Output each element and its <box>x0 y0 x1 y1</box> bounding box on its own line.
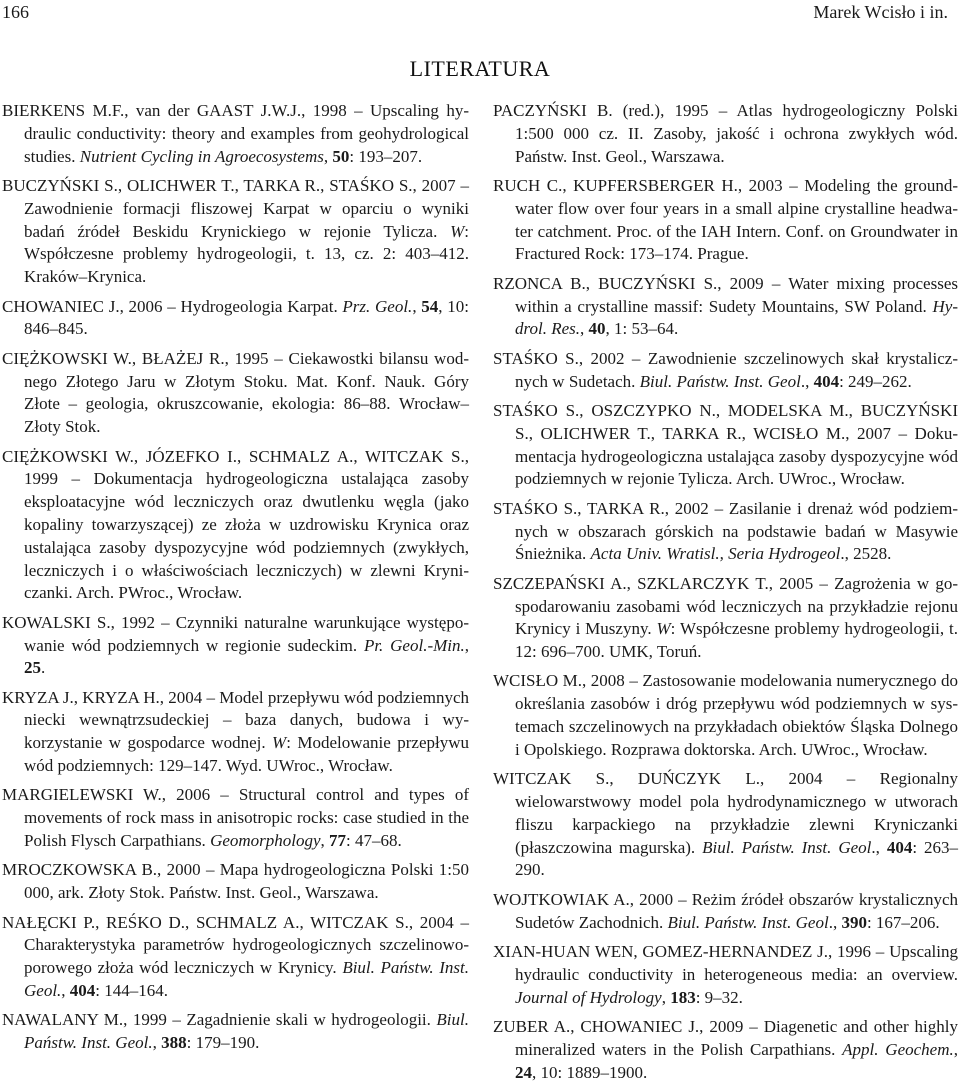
reference-text: Biul. Państw. Inst. Geol <box>639 371 801 391</box>
reference-text: 25 <box>24 658 41 678</box>
reference-text: ZUBER A., CHOWANIEC J., 2009 – Diagenetic and other highly mineralized waters in the Polish Carpathians. <box>493 1017 958 1059</box>
reference-text: 404 <box>813 371 840 391</box>
reference-text: MROCZKOWSKA B., 2000 – Mapa hydrogeologiczna Polski 1:50 000, ark. Złoty Stok. Państw. Inst. Geol., Warszawa. <box>2 860 469 903</box>
reference-text: BUCZYŃSKI S., OLICHWER T., TARKA R., STAŚKO S., 2007 – Zawodnienie formacji fliszowej Karpat w oparciu o wyniki badań źródeł Beskidu Krynickiego w rejonie Tylicza. <box>2 175 469 241</box>
reference-entry <box>493 573 958 664</box>
reference-text: 24 <box>515 1062 532 1082</box>
reference-entry <box>493 768 958 882</box>
page-number: 166 <box>2 2 29 22</box>
reference-entry <box>2 296 469 342</box>
running-head: Marek Wcisło i in. <box>813 2 948 22</box>
reference-text: , <box>152 1033 162 1053</box>
reference-text: , 10: 846–845. <box>24 296 469 339</box>
reference-text: XIAN-HUAN WEN, GOMEZ-HERNANDEZ J., 1996 – Upscaling hydraulic conductivity in heterogeneous media: an overview. <box>493 942 958 984</box>
reference-text: , <box>61 981 70 1001</box>
reference-text: 77 <box>329 831 347 851</box>
reference-text: : Modelowanie przepływu wód podziemnych: 129–147. Wyd. UWroc., Wrocław. <box>24 733 469 776</box>
reference-text: PACZYŃSKI B. (red.), 1995 – Atlas hydrogeologiczny Polski 1:500 000 cz. II. Zasoby, jakość i ochrona zwykłych wód. Państw. Inst. Geol., Warszawa. <box>493 101 958 166</box>
reference-text: : 263–290. <box>515 837 959 880</box>
reference-text: , <box>320 831 330 851</box>
reference-text: : 47–68. <box>346 831 402 851</box>
reference-entry <box>2 175 469 289</box>
reference-text: : Współczesne problemy hydrogeologii, t. 13, cz. 2: 403–412. Kraków–Krynica. <box>24 221 469 287</box>
reference-text: W <box>656 619 671 639</box>
reference-entry <box>2 100 469 168</box>
reference-text: : 249–262. <box>839 371 912 391</box>
reference-text: 388 <box>161 1033 187 1053</box>
reference-text: , <box>661 987 671 1007</box>
reference-text: , <box>412 296 422 316</box>
reference-entry <box>493 273 958 341</box>
reference-text: KRYZA J., KRYZA H., 2004 – Model przepływu wód podziemnych niecki wewnątrzsudeckiej – baza danych, budowa i wykorzystanie w gospodarce wodnej. <box>2 687 469 753</box>
reference-text: SZCZEPAŃSKI A., SZKLARCZYK T., 2005 – Zagrożenia w gospodarowaniu zasobami wód leczniczych na przykładzie rejonu Krynicy i Muszyny. <box>493 573 958 639</box>
reference-text: NAWALANY M., 1999 – Zagadnienie skali w hydrogeologii. <box>2 1010 437 1030</box>
reference-text: 50 <box>332 146 350 166</box>
reference-text: KOWALSKI S., 1992 – Czynniki naturalne warunkujące występowanie wód podziemnych w regionie sudeckim. <box>2 612 469 655</box>
reference-entry <box>493 400 958 491</box>
reference-text: 404 <box>886 837 913 857</box>
reference-text: MARGIELEWSKI W., 2006 – Structural control and types of movements of rock mass in anisotropic rocks: case studied in the Polish Flysch Carpathians. <box>2 785 469 851</box>
reference-entry <box>2 446 469 606</box>
reference-text: : 179–190. <box>186 1033 260 1053</box>
reference-text: ., <box>871 837 887 857</box>
reference-text: Biul. Państw. Inst. Geol. <box>24 958 469 1001</box>
reference-text: STAŚKO S., 2002 – Zawodnienie szczelinowych skał krystalicznych w Sudetach. <box>493 348 958 391</box>
reference-entry <box>493 941 958 1009</box>
reference-text: Acta Univ. Wratisl., Seria Hydrogeol <box>590 544 841 564</box>
reference-text: W <box>272 733 287 753</box>
reference-text: W <box>450 221 465 241</box>
reference-text: 404 <box>69 981 96 1001</box>
reference-text: : 9–32. <box>695 987 743 1007</box>
reference-text: : 167–206. <box>866 912 940 932</box>
reference-text: , 1: 53–64. <box>605 319 679 339</box>
reference-entry <box>493 670 958 761</box>
reference-text: , <box>464 635 469 655</box>
reference-text: , <box>953 1039 958 1059</box>
reference-text: Biul. Państw. Inst. Geol <box>702 837 872 857</box>
reference-entry <box>493 1016 958 1084</box>
reference-text: NAŁĘCKI P., REŚKO D., SCHMALZ A., WITCZAK S., 2004 – Charakterystyka parametrów hydrogeologicznych szczelinowo-porowego złoża wód leczniczych w Krynicy. <box>2 912 469 978</box>
reference-text: Appl. Geochem. <box>842 1039 954 1059</box>
reference-text: Pr. Geol.-Min. <box>363 635 465 655</box>
reference-text: RUCH C., KUPFERSBERGER H., 2003 – Modeling the groundwater flow over four years in a small alpine crystalline headwater catchment. Proc. of the IAH Intern. Conf. on Groundwater in Fractured Rock: 173–174. Prague. <box>493 175 958 264</box>
reference-text: WCISŁO M., 2008 – Zastosowanie modelowania numerycznego do określania zasobów i dróg przepływu wód podziemnych w systemach szczelinowych na przykładach obiektów Śląska Dolnego i Opolskiego. Rozprawa doktorska. Arch. UWroc., Wrocław. <box>493 671 958 759</box>
reference-text: : 144–164. <box>95 981 169 1001</box>
reference-text: Journal of Hydrology <box>515 987 662 1007</box>
reference-text: WITCZAK S., DUŃCZYK L., 2004 – Regionalny wielowarstwowy model pola hydrodynamicznego w utworach fliszu karpackiego na przykładzie zlewni Kryniczanki (płaszczowina magurska). <box>493 769 958 857</box>
reference-entry <box>2 784 469 852</box>
reference-text: Biul. Państw. Inst. Geol <box>667 912 829 932</box>
reference-text: 40 <box>588 319 606 339</box>
reference-entry <box>493 889 958 935</box>
reference-text: . <box>41 658 46 678</box>
reference-text: ., <box>828 912 842 932</box>
reference-entry <box>2 348 469 439</box>
reference-text: 390 <box>841 912 867 932</box>
page-header <box>0 2 960 26</box>
reference-entry <box>2 687 469 778</box>
reference-entry <box>493 175 958 266</box>
reference-text: , <box>323 146 333 166</box>
reference-text: 183 <box>670 987 696 1007</box>
reference-text: , <box>580 319 589 339</box>
section-title: LITERATURA <box>409 56 551 81</box>
reference-text: STAŚKO S., TARKA R., 2002 – Zasilanie i drenaż wód podziemnych w obszarach górskich na podstawie badań w Masywie Śnieżnika. <box>493 498 958 564</box>
reference-entry <box>493 348 958 394</box>
reference-entry <box>2 912 469 1003</box>
reference-text: BIERKENS M.F., van der GAAST J.W.J., 1998 – Upscaling hydraulic conductivity: theory and examples from geohydrological studies. <box>2 101 469 166</box>
reference-text: CIĘŻKOWSKI W., JÓZEFKO I., SCHMALZ A., WITCZAK S., 1999 – Dokumentacja hydrogeologiczna ustalająca zasoby eksploatacyjne wód leczniczych oraz dwutlenku węgla (jako kopaliny towarzyszącej) ze złoża w uzdrowisku Krynica oraz ustalająca zasoby dyspozycyjne wód podziemnych (zwykłych, leczniczych i o właściwościach leczniczych) w zlewni Kryniczanki. Arch. PWroc., Wrocław. <box>2 446 469 603</box>
reference-text: , 10: 1889–1900. <box>532 1062 648 1082</box>
reference-text: ., 2528. <box>840 544 892 564</box>
reference-text: Biul. Państw. Inst. Geol. <box>24 1010 469 1053</box>
reference-text: Geomorphology <box>210 831 321 851</box>
reference-text: Hydrol. Res. <box>515 296 958 339</box>
references-right-column <box>493 100 958 1091</box>
reference-text: Nutrient Cycling in Agroecosystems <box>79 146 324 166</box>
reference-entry <box>493 498 958 566</box>
reference-entry <box>2 859 469 905</box>
reference-entry <box>2 1009 469 1055</box>
reference-text: CIĘŻKOWSKI W., BŁAŻEJ R., 1995 – Ciekawostki bilansu wodnego Złotego Jaru w Złotym Stoku. Mat. Konf. Nauk. Góry Złote – geologia, okruszcowanie, ekologia: 86–88. Wrocław–Złoty Stok. <box>2 348 469 437</box>
reference-text: RZONCA B., BUCZYŃSKI S., 2009 – Water mixing processes within a crystalline massif: Sudety Mountains, SW Poland. <box>493 273 958 316</box>
reference-text: CHOWANIEC J., 2006 – Hydrogeologia Karpat. <box>2 296 343 316</box>
reference-entry <box>493 100 958 168</box>
reference-text: WOJTKOWIAK A., 2000 – Reżim źródeł obszarów krystalicznych Sudetów Zachodnich. <box>493 889 958 932</box>
reference-text: Prz. Geol. <box>342 296 413 316</box>
reference-text: : Współczesne problemy hydrogeologii, t. 12: 696–700. UMK, Toruń. <box>515 619 958 662</box>
reference-text: ., <box>800 371 814 391</box>
reference-entry <box>2 612 469 680</box>
references-left-column <box>2 100 469 1062</box>
reference-text: STAŚKO S., OSZCZYPKO N., MODELSKA M., BUCZYŃSKI S., OLICHWER T., TARKA R., WCISŁO M., 2007 – Dokumentacja hydrogeologiczna ustalająca zasoby dyspozycyjne wód podziemnych w rejonie Tylicza. Arch. UWroc., Wrocław. <box>493 400 958 489</box>
reference-text: : 193–207. <box>349 146 423 166</box>
reference-text: 54 <box>421 296 439 316</box>
